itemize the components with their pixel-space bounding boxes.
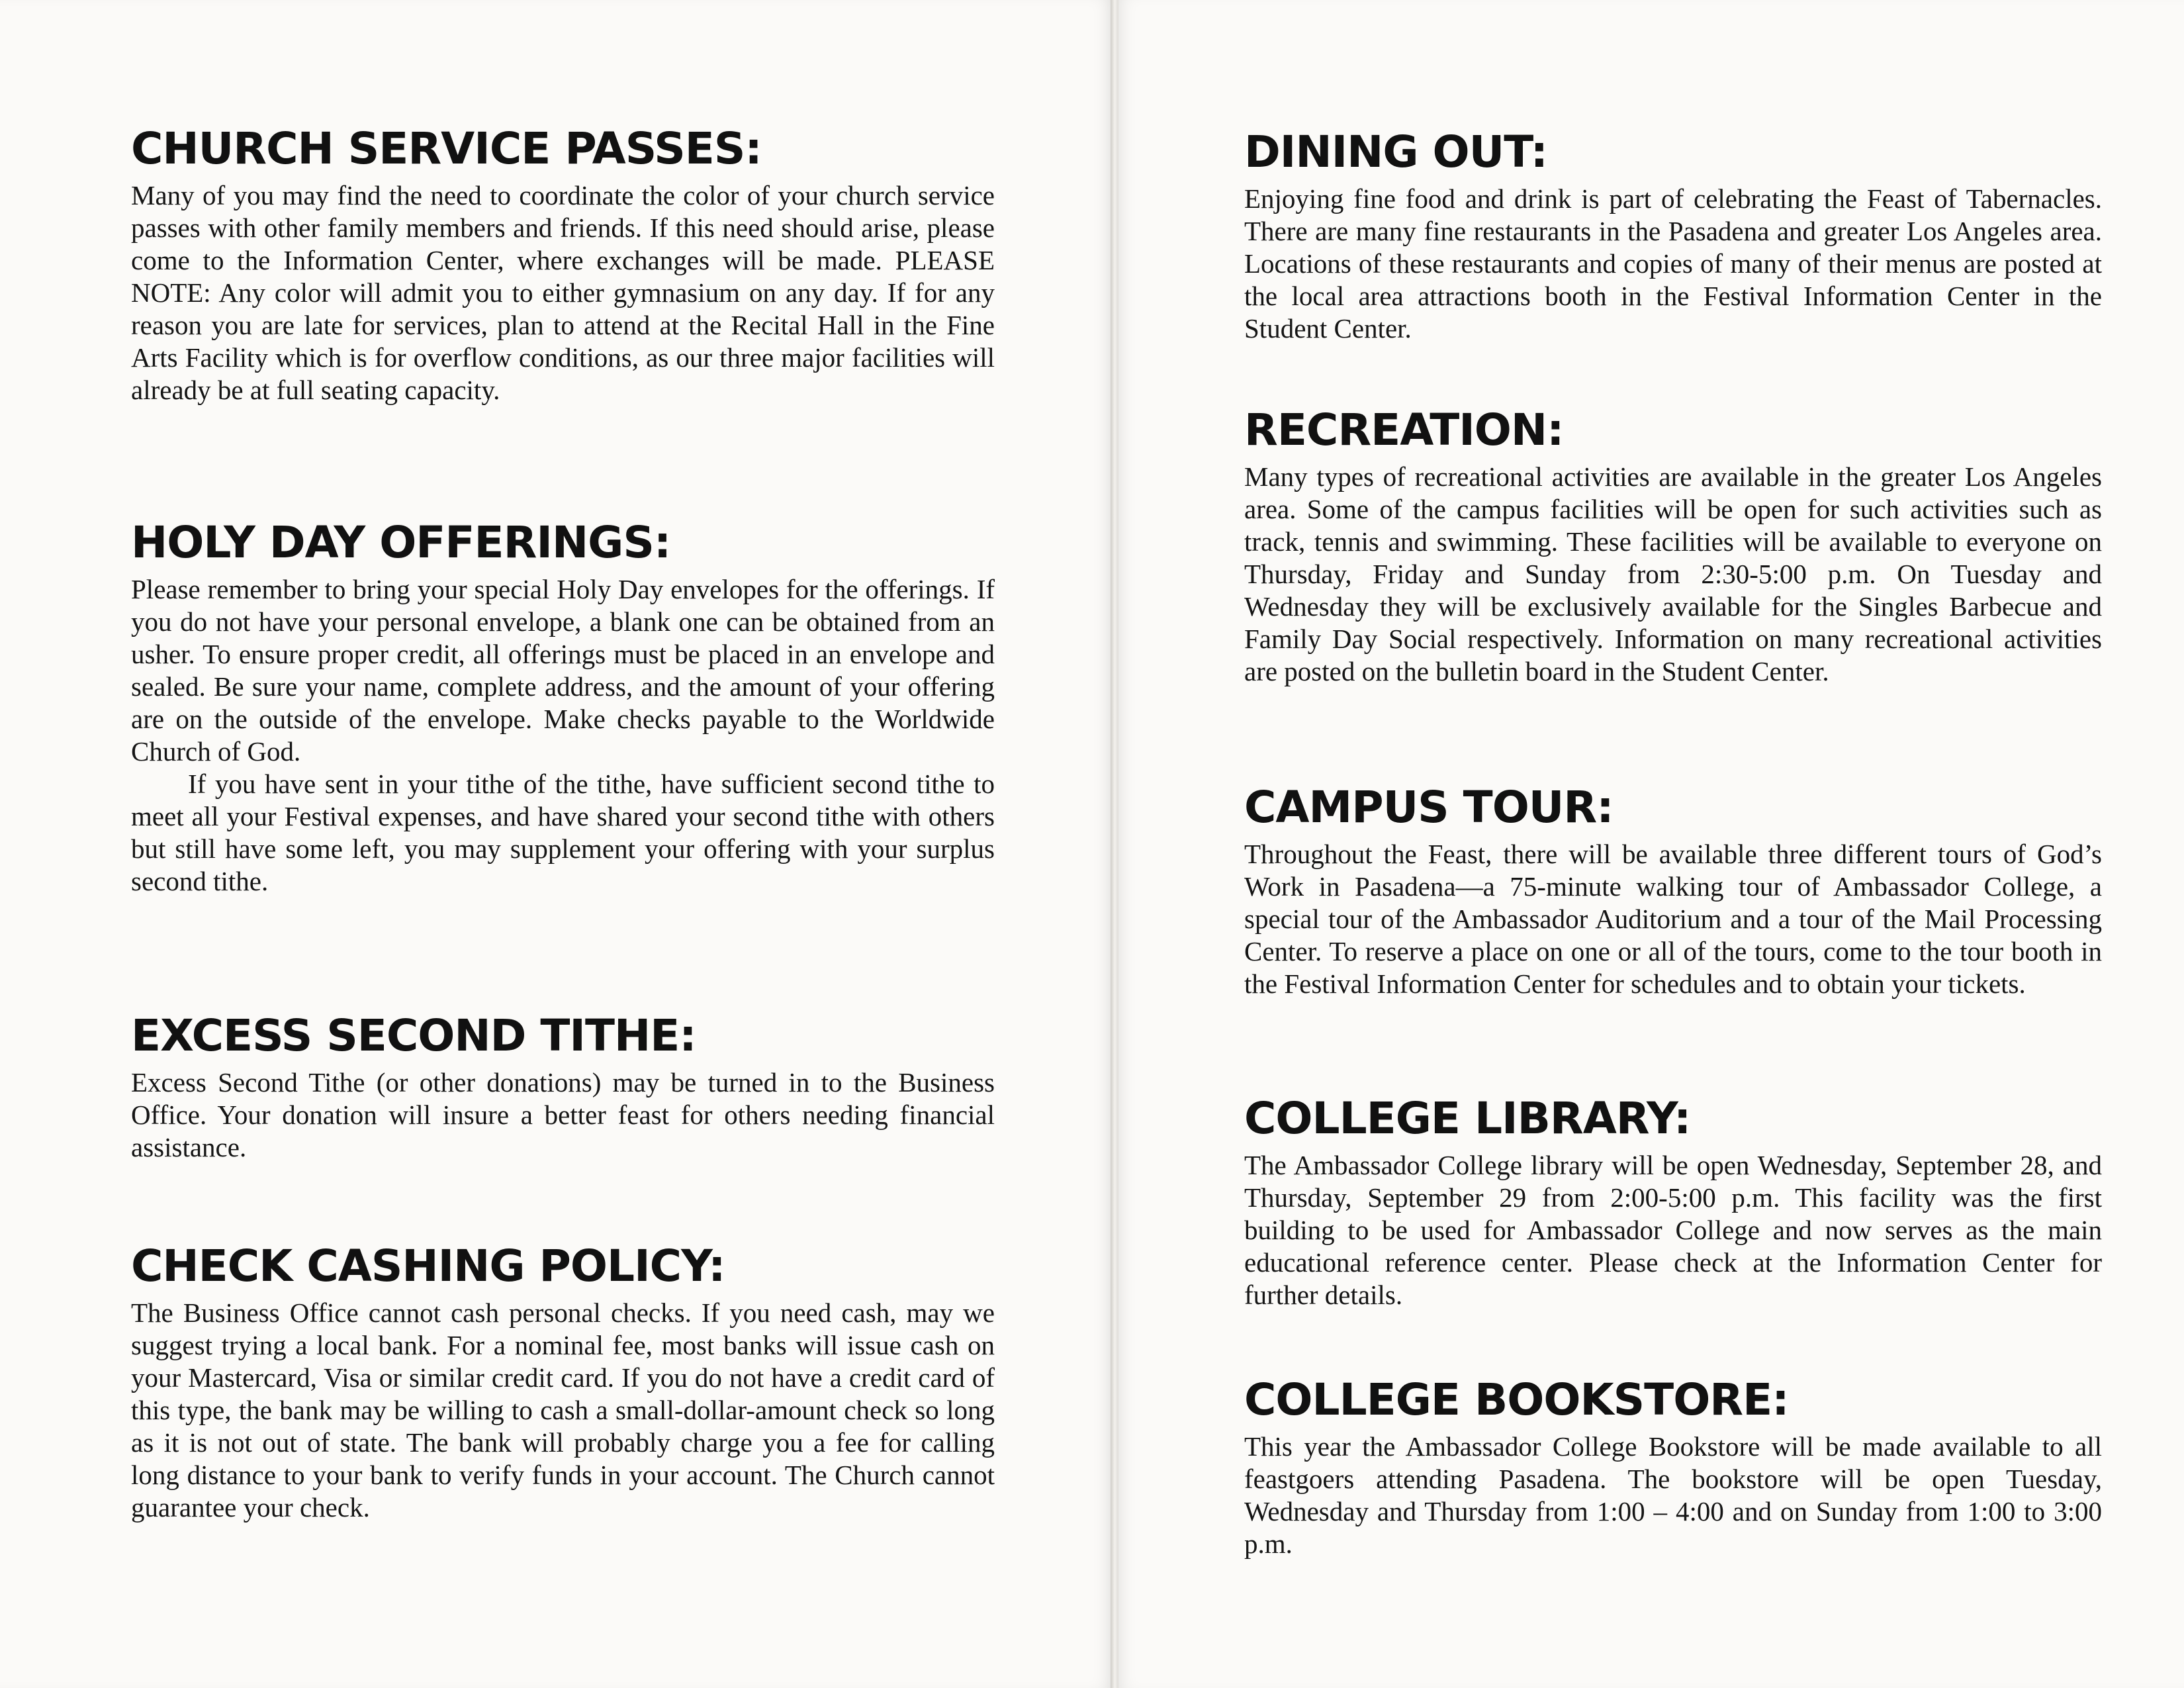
section-holy-day-offerings bbox=[131, 517, 995, 898]
section-heading: RECREATION: bbox=[1244, 404, 1564, 455]
section-heading: DINING OUT: bbox=[1244, 126, 1548, 177]
section-body: If you have sent in your tithe of the tithe, have sufficient second tithe to meet all your Festival expenses, and have shared your second tithe with others but still have some left, you may supplement your offering with your surplus second tithe. bbox=[131, 769, 995, 897]
section-campus-tour bbox=[1244, 784, 2102, 1000]
section-college-bookstore bbox=[1244, 1374, 2102, 1560]
section-heading: HOLY DAY OFFERINGS: bbox=[131, 517, 671, 568]
section-excess-second-tithe bbox=[131, 1010, 995, 1164]
section-church-service-passes bbox=[131, 123, 995, 406]
section-body: Enjoying fine food and drink is part of celebrating the Feast of Tabernacles. There are many fine restaurants in the Pasadena and greater Los Angeles area. Locations of these restaurants and copies of many of their menus are posted at the local area attractions booth in the Festival Information Center in the Student Center. bbox=[1244, 183, 2102, 344]
section-check-cashing-policy bbox=[131, 1243, 995, 1524]
section-heading: CHECK CASHING POLICY: bbox=[131, 1241, 725, 1291]
section-body: Excess Second Tithe (or other donations) may be turned in to the Business Office. Your donation will insure a better feast for others needing financial assistance. bbox=[131, 1067, 995, 1163]
section-dining-out bbox=[1244, 126, 2102, 345]
section-body: This year the Ambassador College Bookstore will be made available to all feastgoers attending Pasadena. The bookstore will be open Tuesday, Wednesday and Thursday from 1:00 – 4:00 and on Sunday from 1:00 to 3:00 p.m. bbox=[1244, 1431, 2102, 1560]
section-body: Please remember to bring your special Holy Day envelopes for the offerings. If you do not have your personal envelope, a blank one can be obtained from an usher. To ensure proper credit, all offerings must be placed in an envelope and sealed. Be sure your name, complete address, and the amount of your offering are on the outside of the envelope. Make checks payable to the Worldwide Church of God. bbox=[131, 574, 995, 767]
section-body: Many of you may find the need to coordinate the color of your church service passes with other family members and friends. If this need should arise, please come to the Information Center, where exchanges will be made. PLEASE NOTE: Any color will admit you to either gymnasium on any day. If for any reason you are late for services, plan to attend at the Recital Hall in the Fine Arts Facility which is for overflow conditions, as our three major facilities will already be at full seating capacity. bbox=[131, 180, 995, 406]
section-heading: CAMPUS TOUR: bbox=[1244, 782, 1614, 833]
section-body: The Business Office cannot cash personal checks. If you need cash, may we suggest trying a local bank. For a nominal fee, most banks will issue cash on your Mastercard, Visa or similar credit card. If you do not have a credit card of this type, the bank may be willing to cash a small-dollar-amount check so long as it is not out of state. The bank will probably charge you a fee for calling long distance to your bank to verify funds in your account. The Church cannot guarantee your check. bbox=[131, 1297, 995, 1523]
section-body: Many types of recreational activities are available in the greater Los Angeles area. Some of the campus facilities will be open for such activities such as track, tennis and swimming. These facilities will be available to everyone on Thursday, Friday and Sunday from 2:30-5:00 p.m. On Tuesday and Wednesday they will be exclusively available for the Singles Barbecue and Family Day Social respectively. Information on many recreational activities are posted on the bulletin board in the Student Center. bbox=[1244, 461, 2102, 687]
section-heading: COLLEGE BOOKSTORE: bbox=[1244, 1374, 1789, 1425]
section-heading: CHURCH SERVICE PASSES: bbox=[131, 123, 762, 174]
section-body: The Ambassador College library will be open Wednesday, September 28, and Thursday, September 29 from 2:00-5:00 p.m. This facility was the first building to be used for Ambassador College and now serves as the main educational reference center. Please check at the Information Center for further details. bbox=[1244, 1150, 2102, 1311]
section-heading: EXCESS SECOND TITHE: bbox=[131, 1010, 696, 1061]
section-heading: COLLEGE LIBRARY: bbox=[1244, 1093, 1691, 1144]
section-body: Throughout the Feast, there will be available three different tours of God’s Work in Pasadena—a 75-minute walking tour of Ambassador College, a special tour of the Ambassador Auditorium and a tour of the Mail Processing Center. To reserve a place on one or all of the tours, come to the tour booth in the Festival Information Center for schedules and to obtain your tickets. bbox=[1244, 839, 2102, 1000]
section-college-library bbox=[1244, 1093, 2102, 1311]
section-recreation bbox=[1244, 404, 2102, 688]
